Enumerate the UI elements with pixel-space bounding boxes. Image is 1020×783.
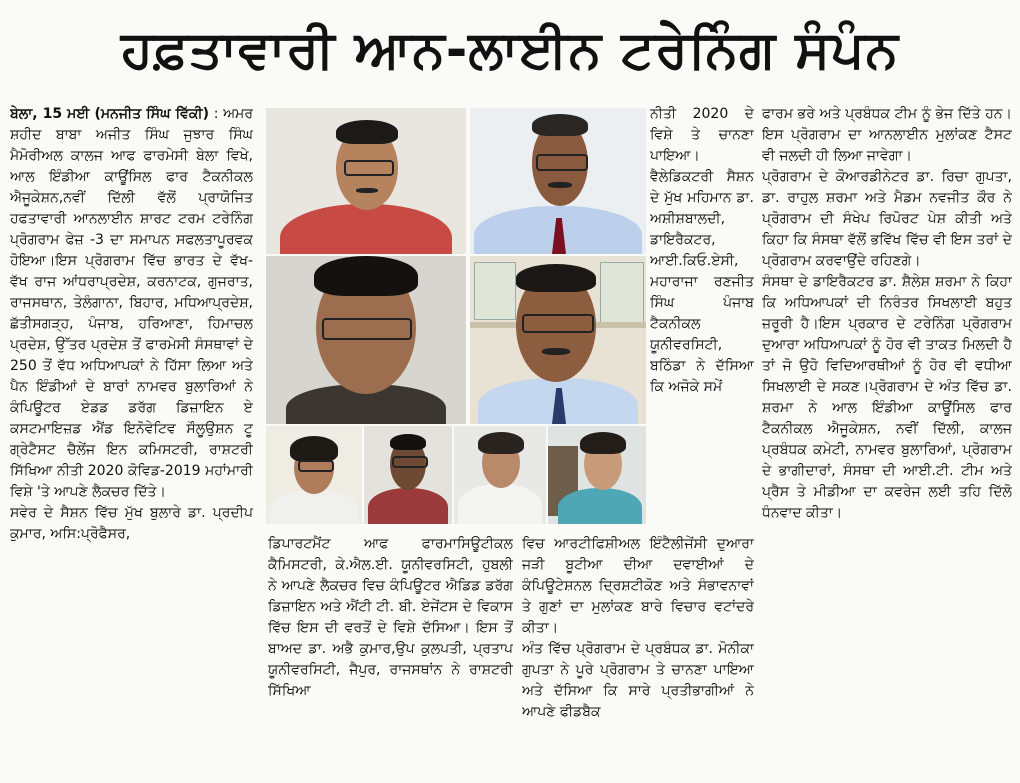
paragraph: ਸਵੇਰ ਦੇ ਸੈਸ਼ਨ ਵਿੱਚ ਮੁੱਖ ਬੁਲਾਰੇ ਡਾ. ਪ੍ਰਦੀਪ ਕੁਮਾਰ, ਅਸਿ:ਪ੍ਰੋਫੈਸਰ, (10, 505, 253, 542)
paragraph: ਨੀਤੀ 2020 ਦੇ ਵਿਸ਼ੇ ਤੇ ਚਾਨਣਾ ਪਾਇਆ। (650, 106, 754, 164)
paragraph (10, 104, 253, 503)
article-column-3-continued (522, 534, 754, 780)
paragraph-text: : ਅਮਰ ਸ਼ਹੀਦ ਬਾਬਾ ਅਜੀਤ ਸਿੰਘ ਜੁਝਾਰ ਸਿੰਘ ਮੈਮੋਰੀਅਲ ਕਾਲਜ ਆਫ ਫਾਰਮੇਸੀ ਬੇਲਾ ਵਿਖੇ, ਆਲ ਇੰਡੀਆ ਕਾਊਂਸਿਲ ਫਾਰ ਟੈਕਨੀਕਲ ਐਜੂਕੇਸ਼ਨ,ਨਵੀਂ ਦਿੱਲੀ ਵੱਲੋਂ ਪ੍ਰਾਯੋਜਿਤ ਹਫਤਾਵਾਰੀ ਆਨਲਾਈਨ ਸ਼ਾਰਟ ਟਰਮ ਟਰੇਨਿੰਗ ਪ੍ਰੋਗਰਾਮ ਫੇਜ਼ -3 ਦਾ ਸਮਾਪਨ ਸਫਲਤਾਪੂਰਵਕ ਹੋਇਆ।ਇਸ ਪ੍ਰੋਗਰਾਮ ਵਿੱਚ ਭਾਰਤ ਦੇ ਵੱਖ- ਵੱਖ ਰਾਜ ਆਂਧਰਾਪ੍ਰਦੇਸ਼, ਕਰਨਾਟਕ, ਗੁਜਰਾਤ, ਰਾਜਸਥਾਨ, ਤੇਲੰਗਾਨਾ, ਬਿਹਾਰ, ਮਧਿਆਪ੍ਰਦੇਸ਼, ਛੱਤੀਸਗੜ੍ਹ, ਪੰਜਾਬ, ਹਰਿਆਣਾ, ਹਿਮਾਚਲ ਪ੍ਰਦੇਸ਼, ਉੱਤਰ ਪ੍ਰਦੇਸ਼ ਤੋਂ ਫਾਰਮੇਸੀ ਸੰਸਥਾਵਾਂ ਦੇ 250 ਤੋਂ ਵੱਧ ਅਧਿਆਪਕਾਂ ਨੇ ਹਿੱਸਾ ਲਿਆ ਅਤੇ ਪੈਨ ਇੰਡੀਆਂ ਦੇ ਬਾਰਾਂ ਨਾਮਵਰ ਬੁਲਾਰਿਆਂ ਨੇ ਕੰਪਿਊਟਰ ਏਡਡ ਡਰੱਗ ਡਿਜ਼ਾਇਨ ਏ ਕਸਟਮਾਇਜ਼ਡ ਐਂਡ ਇਨੋਵੇਟਿਵ ਸੌਲੂਉਸ਼ਨ ਟੂ ਗ੍ਰੇਟੈਸਟ ਚੈਲੇਂਜ ਇਨ ਕਮਿਸਟਰੀ, ਰਾਸ਼ਟਰੀ ਸਿੱਖਿਆ ਨੀਤੀ 2020 ਕੋਵਿਡ-2019 ਮਹਾਂਮਾਰੀ ਵਿਸ਼ੇ 'ਤੇ ਆਪਣੇ ਲੈਕਚਰ ਦਿੱਤੇ। (10, 106, 253, 500)
participant-photo (454, 426, 546, 524)
paragraph: ਸੰਸਥਾ ਦੇ ਡਾਇਰੈਕਟਰ ਡਾ. ਸ਼ੈਲੇਸ਼ ਸ਼ਰਮਾ ਨੇ ਕਿਹਾ ਕਿ ਅਧਿਆਪਕਾਂ ਦੀ ਨਿਰੰਤਰ ਸਿਖਲਾਈ ਬਹੁਤ ਜ਼ਰੂਰੀ ਹੈ।ਇਸ ਪ੍ਰਕਾਰ ਦੇ ਟਰੇਨਿੰਗ ਪ੍ਰੋਗਰਾਮ ਦੁਆਰਾ ਅਧਿਆਪਕਾਂ ਨੂੰ ਹੋਰ ਵੀ ਤਾਕਤ ਮਿਲਦੀ ਹੈ ਤਾਂ ਜੋ ਉਹੋ ਵਿਦਿਆਰਥੀਆਂ ਨੂੰ ਹੋਰ ਵੀ ਵਧੀਆ ਸਿਖਲਾਈ ਦੇ ਸਕਣ।ਪ੍ਰੋਗਰਾਮ ਦੇ ਅੰਤ ਵਿੱਚ ਡਾ. ਸ਼ਰਮਾ ਨੇ ਆਲ ਇੰਡੀਆ ਕਾਊਂਸਿਲ ਫਾਰ ਟੈਕਨੀਕਲ ਐਜੂਕੇਸ਼ਨ, ਨਵੀਂ ਦਿੱਲੀ, ਕਾਲਜ ਪ੍ਰਬੰਧਕ ਕਮੇਟੀ, ਨਾਮਵਰ ਬੁਲਾਰਿਆਂ, ਪ੍ਰੋਗਰਾਮ ਦੇ ਭਾਗੀਦਾਰਾਂ, ਸੰਸਥਾ ਦੀ ਆਈ.ਟੀ. ਟੀਮ ਅਤੇ ਪ੍ਰੈਸ ਤੇ ਮੀਡੀਆ ਦਾ ਕਵਰੇਜ ਲਈ ਤਹਿ ਦਿੱਲੋ ਧੰਨਵਾਦ ਕੀਤਾ। (762, 274, 1012, 521)
participant-photo (266, 108, 466, 254)
article-column-1 (10, 104, 253, 780)
paragraph: ਫਾਰਮ ਭਰੇ ਅਤੇ ਪ੍ਰਬੰਧਕ ਟੀਮ ਨੂੰ ਭੇਜ ਦਿੱਤੇ ਹਨ। ਇਸ ਪ੍ਰੋਗਰਾਮ ਦਾ ਆਨਲਾਈਨ ਮੁਲਾਂਕਣ ਟੈਸਟ ਵੀ ਜਲਦੀ ਹੀ ਲਿਆ ਜਾਵੇਗਾ। (762, 106, 1012, 164)
paragraph: ਵਿਚ ਆਰਟੀਫਿਸ਼ੀਅਲ ਇੰਟੈਲੀਜੇਂਸੀ ਦੁਆਰਾ ਜੜੀ ਬੂਟੀਆ ਦੀਆ ਦਵਾਈਆਂ ਦੇ ਕੰਪਿਊਟੇਸ਼ਨਲ ਦ੍ਰਿਸ਼ਟੀਕੋਣ ਅਤੇ ਸੰਭਾਵਨਾਵਾਂ ਤੇ ਗੁਣਾਂ ਦਾ ਮੁਲਾਂਕਣ ਬਾਰੇ ਵਿਚਾਰ ਵਟਾਂਦਰੇ ਕੀਤਾ। (522, 536, 754, 636)
paragraph: ਪ੍ਰੋਗਰਾਮ ਦੇ ਕੋਆਰਡੀਨੇਟਰ ਡਾ. ਰਿਚਾ ਗੁਪਤਾ, ਡਾ. ਰਾਹੁਲ ਸ਼ਰਮਾ ਅਤੇ ਮੈਡਮ ਨਵਜੀਤ ਕੌਰ ਨੇ ਪ੍ਰੋਗਰਾਮ ਦੀ ਸੰਖੇਪ ਰਿਪੋਰਟ ਪੇਸ਼ ਕੀਤੀ ਅਤੇ ਕਿਹਾ ਕਿ ਸੰਸਥਾ ਵੱਲੋਂ ਭਵਿੱਖ ਵਿੱਚ ਵੀ ਇਸ ਤਰਾਂ ਦੇ ਪ੍ਰੋਗਰਾਮ ਕਰਵਾਉਂਦੇ ਰਹਿਣਗੇ। (762, 169, 1012, 269)
participant-photo (266, 426, 362, 524)
paragraph: ਅੰਤ ਵਿੱਚ ਪ੍ਰੋਗਰਾਮ ਦੇ ਪ੍ਰਬੰਧਕ ਡਾ. ਮੋਨੀਕਾ ਗੁਪਤਾ ਨੇ ਪੂਰੇ ਪ੍ਰੋਗਰਾਮ ਤੇ ਚਾਨਣਾ ਪਾਇਆ ਅਤੇ ਦੱਸਿਆ ਕਿ ਸਾਰੇ ਪ੍ਰਤੀਭਾਗੀਆਂ ਨੇ ਆਪਣੇ ਫੀਡਬੈਕ (522, 641, 754, 720)
article-column-4 (762, 104, 1012, 780)
byline: ਬੇਲਾ, 15 ਮਈ (ਮਨਜੀਤ ਸਿੰਘ ਵਿੱਕੀ) (10, 106, 210, 122)
video-call-collage (266, 108, 646, 524)
paragraph: ਵੈਲੇਡਿਕਟਰੀ ਸੈਸ਼ਨ ਦੇ ਮੁੱਖ ਮਹਿਮਾਨ ਡਾ. ਅਸ਼ੀਸ਼ਬਾਲਦੀ, ਡਾਇਰੈਕਟਰ, ਆਈ.ਕਿਓ.ਏਸੀ, ਮਹਾਰਾਜਾ ਰਣਜੀਤ ਸਿੰਘ ਪੰਜਾਬ ਟੈਕਨੀਕਲ ਯੂਨੀਵਰਸਿਟੀ, ਬਠਿੰਡਾ ਨੇ ਦੱਸਿਆ ਕਿ ਅਜੋਕੇ ਸਮੇਂ (650, 169, 754, 395)
participant-photo (364, 426, 452, 524)
participant-photo (266, 256, 466, 424)
participant-photo (470, 108, 646, 254)
participant-photo (470, 256, 646, 424)
participant-photo (548, 426, 646, 524)
paragraph: ਡਿਪਾਰਟਮੈਂਟ ਆਫ ਫਾਰਮਾਸਿਊਟੀਕਲ ਕੈਮਿਸਟਰੀ, ਕੇ.ਐਲ.ਈ. ਯੂਨੀਵਰਸਿਟੀ, ਹੁਬਲੀ ਨੇ ਆਪਣੇ ਲੈਕਚਰ ਵਿਚ ਕੰਪਿਊਟਰ ਐਡਿਡ ਡਰੱਗ ਡਿਜ਼ਾਇਨ ਅਤੇ ਐਂਟੀ ਟੀ. ਬੀ. ਏਜੇਂਟਸ ਦੇ ਵਿਕਾਸ ਵਿੱਚ ਇਸ ਦੀ ਵਰਤੋਂ ਦੇ ਵਿਸ਼ੇ ਦੱਸਿਆ। ਇਸ ਤੋਂ ਬਾਅਦ ਡਾ. ਅਭੈ ਕੁਮਾਰ,ਉਪ ਕੁਲਪਤੀ, ਪ੍ਰਤਾਪ ਯੂਨੀਵਰਸਿਟੀ, ਜੈਪੁਰ, ਰਾਜਸਥਾਂਨ ਨੇ ਰਾਸ਼ਟਰੀ ਸਿੱਖਿਆ (268, 536, 513, 699)
article-column-2 (268, 534, 513, 780)
article-column-3 (650, 104, 754, 524)
headline: ਹਫ਼ਤਾਵਾਰੀ ਆਨ-ਲਾਈਨ ਟਰੇਨਿੰਗ ਸੰਪੰਨ (121, 20, 899, 80)
